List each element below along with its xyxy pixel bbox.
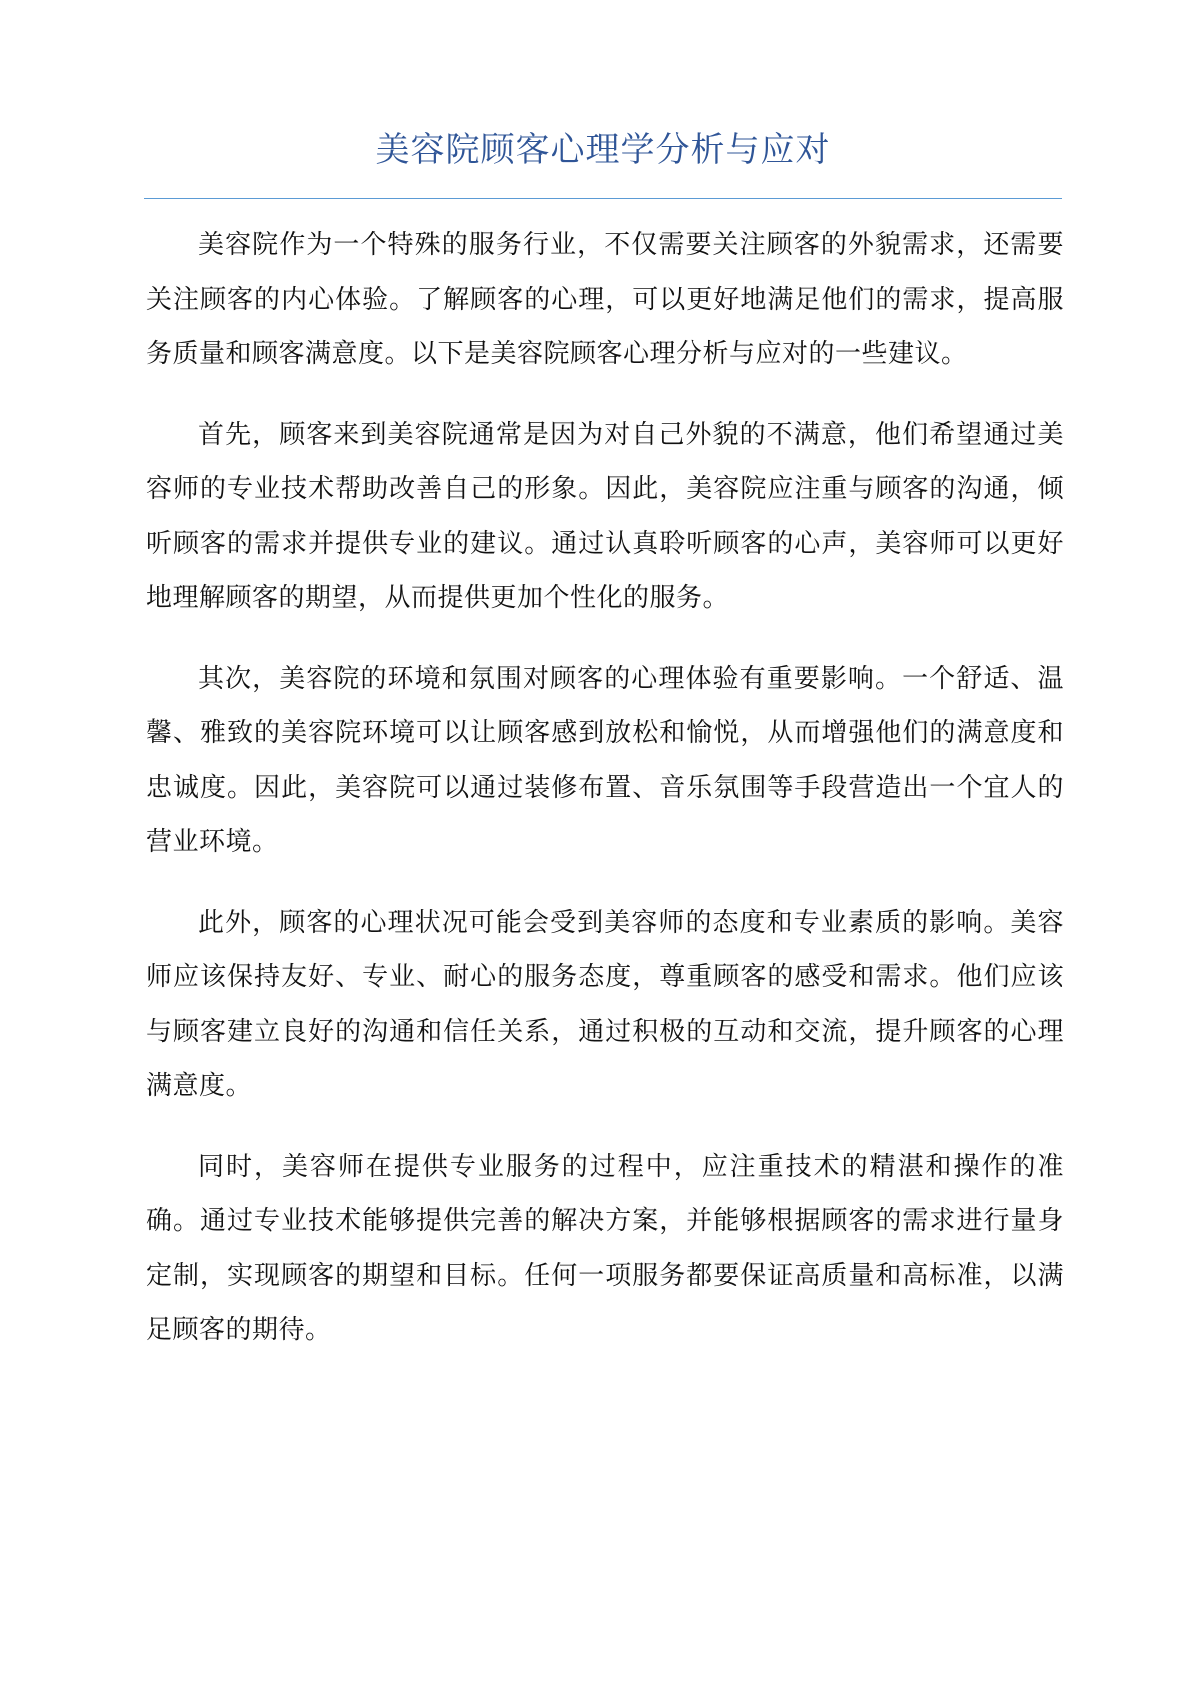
- document-body: [146, 218, 1064, 1384]
- paragraph-2: 首先，顾客来到美容院通常是因为对自己外貌的不满意，他们希望通过美容师的专业技术帮助改善自己的形象。因此，美容院应注重与顾客的沟通，倾听顾客的需求并提供专业的建议。通过认真聆听顾客的心声，美容师可以更好地理解顾客的期望，从而提供更加个性化的服务。: [146, 419, 1064, 613]
- paragraph-5: 同时，美容师在提供专业服务的过程中，应注重技术的精湛和操作的准确。通过专业技术能够提供完善的解决方案，并能够根据顾客的需求进行量身定制，实现顾客的期望和目标。任何一项服务都要保证高质量和高标准，以满足顾客的期待。: [146, 1151, 1064, 1345]
- document-title: 美容院顾客心理学分析与应对: [375, 130, 831, 170]
- title-underline: [144, 198, 1062, 199]
- paragraph-3: 其次，美容院的环境和氛围对顾客的心理体验有重要影响。一个舒适、温馨、雅致的美容院环境可以让顾客感到放松和愉悦，从而增强他们的满意度和忠诚度。因此，美容院可以通过装修布置、音乐氛围等手段营造出一个宜人的营业环境。: [146, 663, 1064, 857]
- paragraph-1: 美容院作为一个特殊的服务行业，不仅需要关注顾客的外貌需求，还需要关注顾客的内心体验。了解顾客的心理，可以更好地满足他们的需求，提高服务质量和顾客满意度。以下是美容院顾客心理分析与应对的一些建议。: [146, 230, 1064, 369]
- paragraph-4: 此外，顾客的心理状况可能会受到美容师的态度和专业素质的影响。美容师应该保持友好、专业、耐心的服务态度，尊重顾客的感受和需求。他们应该与顾客建立良好的沟通和信任关系，通过积极的互动和交流，提升顾客的心理满意度。: [146, 907, 1064, 1101]
